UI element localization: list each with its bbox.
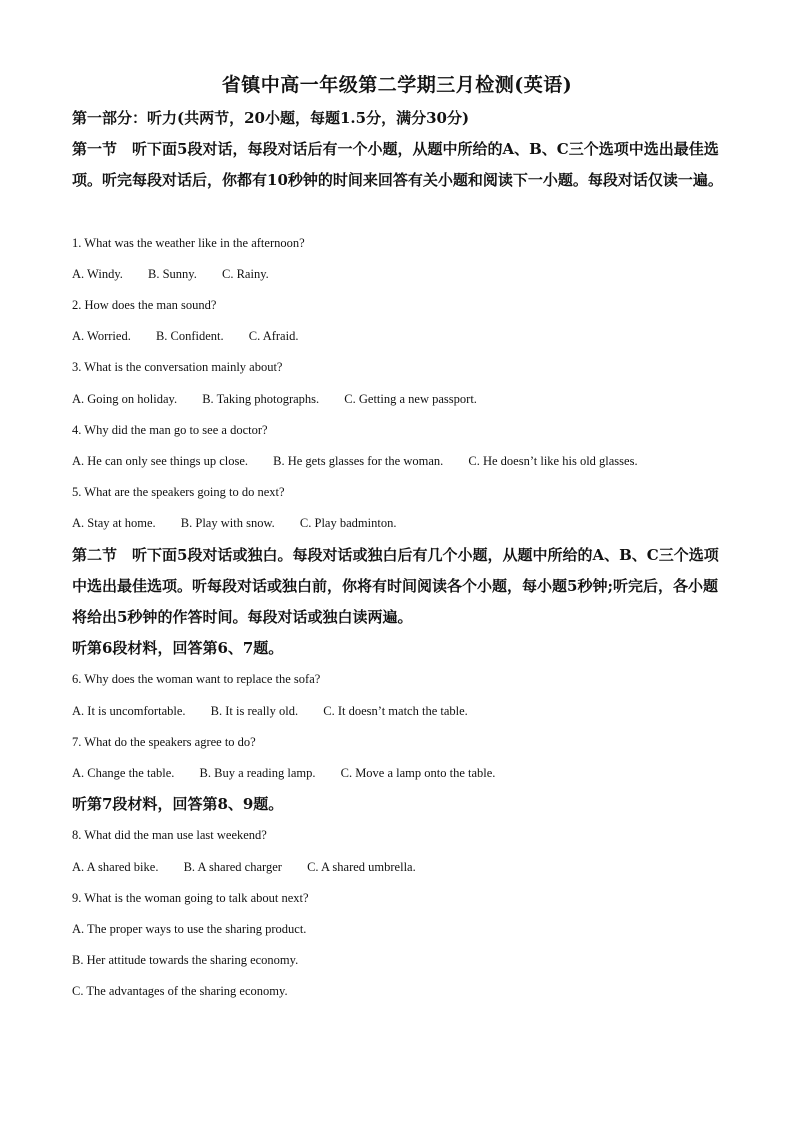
question-3-options xyxy=(72,391,722,407)
option-b: B. Confident. xyxy=(155,329,224,343)
section2-instructions: 第二节 听下面5段对话或独白。每段对话或独白后有几个小题，从题中所给的A、B、C三个选项中选出最佳选项。听每段对话或独白前，你将有时间阅读各个小题，每小题5秒钟;听完后，各小题将给出5秒钟的作答时间。每段对话或独白读两遍。 xyxy=(72,546,719,626)
question-9-option-a: A. The proper ways to use the sharing product. xyxy=(72,922,307,936)
option-b: B. It is really old. xyxy=(210,704,299,718)
question-9-option-b: B. Her attitude towards the sharing economy. xyxy=(72,953,299,967)
question-6: 6. Why does the woman want to replace the sofa? xyxy=(72,672,321,686)
option-a: A. Windy. xyxy=(72,267,123,281)
option-a: A. Change the table. xyxy=(72,766,175,780)
question-2-options xyxy=(72,328,722,344)
question-8: 8. What did the man use last weekend? xyxy=(72,828,267,842)
part1-heading: 第一部分：听力(共两节，20小题，每题1.5分，满分30分) xyxy=(72,109,470,127)
option-b: B. Sunny. xyxy=(148,267,197,281)
option-a: A. Going on holiday. xyxy=(72,392,178,406)
document-title: 省镇中高一年级第二学期三月检测(英语) xyxy=(221,74,573,96)
question-4-options xyxy=(72,453,722,469)
section1-instructions: 第一节 听下面5段对话，每段对话后有一个小题，从题中所给的A、B、C三个选项中选出最佳选项。听完每段对话后，你都有10秒钟的时间来回答有关小题和阅读下一小题。每段对话仅读一遍。 xyxy=(72,140,723,189)
question-2: 2. How does the man sound? xyxy=(72,298,217,312)
question-5: 5. What are the speakers going to do next? xyxy=(72,485,285,499)
option-b: B. Buy a reading lamp. xyxy=(199,766,316,780)
option-a: A. It is uncomfortable. xyxy=(72,704,186,718)
question-6-options xyxy=(72,703,722,719)
material-6-heading: 听第6段材料，回答第6、7题。 xyxy=(72,639,284,657)
option-c: C. Rainy. xyxy=(222,267,269,281)
question-7-options xyxy=(72,765,722,781)
question-7: 7. What do the speakers agree to do? xyxy=(72,735,256,749)
question-5-options xyxy=(72,515,722,531)
option-c: C. Move a lamp onto the table. xyxy=(340,766,496,780)
question-9-option-c: C. The advantages of the sharing economy. xyxy=(72,984,288,998)
question-1-options xyxy=(72,266,722,282)
material-7-heading: 听第7段材料，回答第8、9题。 xyxy=(72,795,284,813)
question-8-options xyxy=(72,859,722,875)
option-a: A. He can only see things up close. xyxy=(72,454,249,468)
option-c: C. It doesn’t match the table. xyxy=(323,704,468,718)
option-c: C. A shared umbrella. xyxy=(307,860,416,874)
option-c: C. He doesn’t like his old glasses. xyxy=(468,454,638,468)
question-9: 9. What is the woman going to talk about next? xyxy=(72,891,309,905)
question-1: 1. What was the weather like in the afternoon? xyxy=(72,236,305,250)
question-3: 3. What is the conversation mainly about? xyxy=(72,360,283,374)
option-b: B. He gets glasses for the woman. xyxy=(273,454,444,468)
option-c: C. Play badminton. xyxy=(299,516,397,530)
option-b: B. Taking photographs. xyxy=(202,392,320,406)
option-b: B. Play with snow. xyxy=(180,516,275,530)
option-c: C. Getting a new passport. xyxy=(344,392,477,406)
option-a: A. Stay at home. xyxy=(72,516,156,530)
option-a: A. Worried. xyxy=(72,329,131,343)
option-a: A. A shared bike. xyxy=(72,860,159,874)
question-4: 4. Why did the man go to see a doctor? xyxy=(72,423,268,437)
option-b: B. A shared charger xyxy=(183,860,282,874)
option-c: C. Afraid. xyxy=(248,329,299,343)
